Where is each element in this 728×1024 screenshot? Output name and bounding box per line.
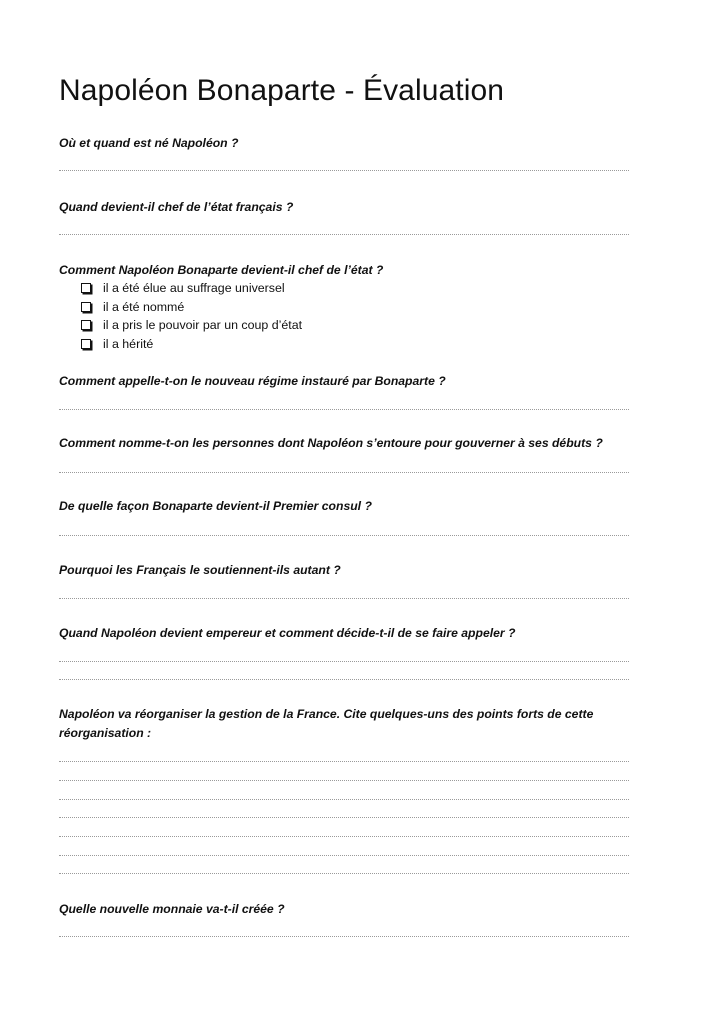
question-5: Comment nomme-t-on les personnes dont Napoléon s’entoure pour gouverner à ses débuts ?: [59, 436, 603, 450]
checkbox-icon[interactable]: [81, 283, 91, 293]
checkbox-icon[interactable]: [81, 339, 91, 349]
answer-line[interactable]: [59, 679, 629, 680]
choice-list: [81, 279, 302, 353]
choice-label: il a hérité: [103, 336, 154, 351]
answer-line[interactable]: [59, 855, 629, 856]
question-8: Quand Napoléon devient empereur et comment décide-t-il de se faire appeler ?: [59, 626, 516, 640]
question-2: Quand devient-il chef de l’état français ?: [59, 200, 294, 214]
answer-line[interactable]: [59, 761, 629, 762]
answer-line[interactable]: [59, 873, 629, 874]
choice-option[interactable]: [81, 335, 302, 354]
answer-line[interactable]: [59, 817, 629, 818]
choice-option[interactable]: [81, 316, 302, 335]
answer-line[interactable]: [59, 170, 629, 171]
choice-option[interactable]: [81, 279, 302, 298]
answer-line[interactable]: [59, 409, 629, 410]
choice-label: il a été élue au suffrage universel: [103, 281, 285, 296]
answer-line[interactable]: [59, 936, 629, 937]
answer-line[interactable]: [59, 799, 629, 800]
page-title: Napoléon Bonaparte - Évaluation: [59, 74, 505, 107]
question-7: Pourquoi les Français le soutiennent-ils autant ?: [59, 563, 341, 577]
question-10: Quelle nouvelle monnaie va-t-il créée ?: [59, 902, 285, 916]
answer-line[interactable]: [59, 598, 629, 599]
answer-line[interactable]: [59, 836, 629, 837]
answer-line[interactable]: [59, 780, 629, 781]
question-4: Comment appelle-t-on le nouveau régime instauré par Bonaparte ?: [59, 374, 446, 388]
checkbox-icon[interactable]: [81, 302, 91, 312]
checkbox-icon[interactable]: [81, 320, 91, 330]
answer-line[interactable]: [59, 234, 629, 235]
question-6: De quelle façon Bonaparte devient-il Premier consul ?: [59, 499, 372, 513]
question-3: Comment Napoléon Bonaparte devient-il chef de l’état ?: [59, 263, 384, 277]
question-1: Où et quand est né Napoléon ?: [59, 136, 239, 150]
question-9: Napoléon va réorganiser la gestion de la France. Cite quelques-uns des points forts de cette réorganisation :: [59, 707, 594, 740]
answer-line[interactable]: [59, 472, 629, 473]
choice-label: il a pris le pouvoir par un coup d’état: [103, 318, 303, 333]
answer-line[interactable]: [59, 535, 629, 536]
choice-option[interactable]: [81, 298, 302, 317]
choice-label: il a été nommé: [103, 299, 185, 314]
answer-line[interactable]: [59, 661, 629, 662]
